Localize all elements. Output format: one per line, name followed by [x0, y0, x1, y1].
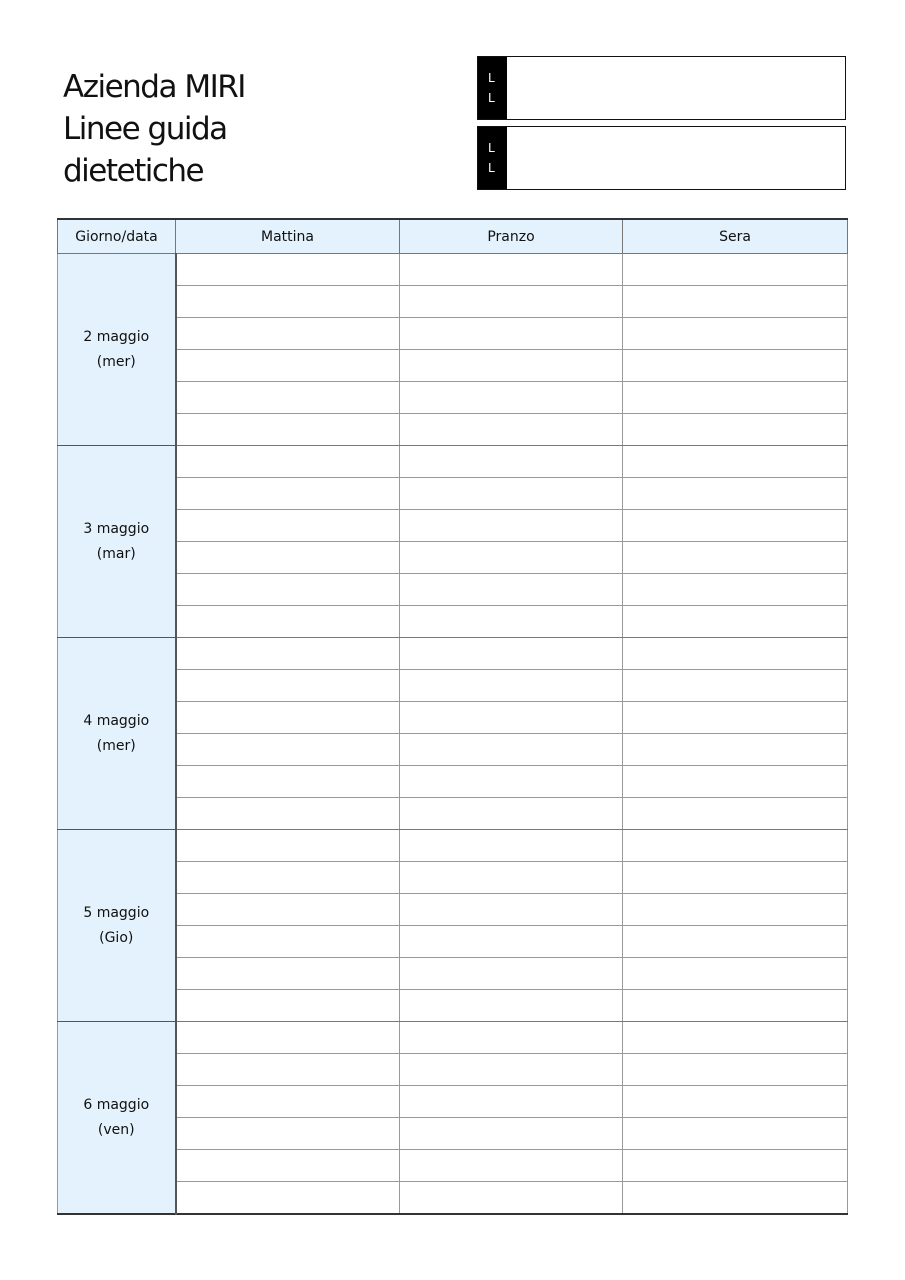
day-cell: [58, 1022, 176, 1215]
meal-cell-lunch[interactable]: [400, 414, 623, 446]
table-row: [58, 286, 848, 318]
table-row: [58, 478, 848, 510]
table-row: [58, 350, 848, 382]
meal-cell-morning[interactable]: [176, 702, 400, 734]
day-date: 3 maggio: [83, 520, 150, 537]
meal-cell-lunch[interactable]: [400, 1150, 623, 1182]
meal-cell-morning[interactable]: [176, 990, 400, 1022]
meal-cell-evening[interactable]: [623, 1054, 848, 1086]
meal-cell-evening[interactable]: [623, 478, 848, 510]
meal-cell-morning[interactable]: [176, 926, 400, 958]
meal-cell-morning[interactable]: [176, 734, 400, 766]
meal-cell-morning[interactable]: [176, 1118, 400, 1150]
meal-cell-lunch[interactable]: [400, 894, 623, 926]
table-row: [58, 766, 848, 798]
table-row: [58, 318, 848, 350]
meal-cell-evening[interactable]: [623, 958, 848, 990]
meal-cell-morning[interactable]: [176, 286, 400, 318]
meal-cell-evening[interactable]: [623, 990, 848, 1022]
meal-cell-evening[interactable]: [623, 862, 848, 894]
meal-cell-lunch[interactable]: [400, 1054, 623, 1086]
tab-letter: L: [488, 91, 495, 105]
field-tab: [478, 127, 507, 189]
meal-cell-lunch[interactable]: [400, 606, 623, 638]
meal-cell-evening[interactable]: [623, 606, 848, 638]
meal-cell-evening[interactable]: [623, 1022, 848, 1054]
table-row: [58, 894, 848, 926]
title-line: Linee guida: [63, 111, 227, 147]
field-input-area[interactable]: [507, 127, 845, 189]
meal-cell-evening[interactable]: [623, 638, 848, 670]
table-row: [58, 1118, 848, 1150]
meal-cell-morning[interactable]: [176, 414, 400, 446]
meal-cell-morning[interactable]: [176, 510, 400, 542]
meal-cell-evening[interactable]: [623, 382, 848, 414]
meal-cell-lunch[interactable]: [400, 1086, 623, 1118]
table-row: [58, 1022, 848, 1054]
meal-cell-evening[interactable]: [623, 1150, 848, 1182]
meal-cell-morning[interactable]: [176, 254, 400, 286]
header-field-box-1[interactable]: [477, 56, 846, 120]
meal-cell-evening[interactable]: [623, 926, 848, 958]
meal-cell-morning[interactable]: [176, 350, 400, 382]
day-cell: [58, 830, 176, 1022]
meal-cell-morning[interactable]: [176, 830, 400, 862]
meal-cell-morning[interactable]: [176, 542, 400, 574]
meal-cell-morning[interactable]: [176, 1150, 400, 1182]
meal-cell-lunch[interactable]: [400, 574, 623, 606]
meal-cell-evening[interactable]: [623, 766, 848, 798]
meal-cell-morning[interactable]: [176, 318, 400, 350]
meal-cell-evening[interactable]: [623, 830, 848, 862]
meal-cell-morning[interactable]: [176, 862, 400, 894]
meal-cell-lunch[interactable]: [400, 1182, 623, 1215]
meal-cell-lunch[interactable]: [400, 1022, 623, 1054]
meal-cell-morning[interactable]: [176, 798, 400, 830]
meal-cell-lunch[interactable]: [400, 350, 623, 382]
meal-cell-morning[interactable]: [176, 638, 400, 670]
meal-cell-evening[interactable]: [623, 1086, 848, 1118]
meal-cell-evening[interactable]: [623, 734, 848, 766]
meal-cell-evening[interactable]: [623, 702, 848, 734]
table-row: [58, 638, 848, 670]
meal-cell-evening[interactable]: [623, 798, 848, 830]
table-row: [58, 1150, 848, 1182]
meal-cell-evening[interactable]: [623, 318, 848, 350]
column-header-lunch: Pranzo: [400, 219, 623, 254]
meal-cell-lunch[interactable]: [400, 958, 623, 990]
meal-cell-lunch[interactable]: [400, 542, 623, 574]
meal-cell-morning[interactable]: [176, 606, 400, 638]
meal-cell-evening[interactable]: [623, 414, 848, 446]
meal-cell-morning[interactable]: [176, 1086, 400, 1118]
meal-cell-lunch[interactable]: [400, 1118, 623, 1150]
meal-cell-lunch[interactable]: [400, 318, 623, 350]
table-row: [58, 414, 848, 446]
tab-letter: L: [488, 71, 495, 85]
meal-cell-evening[interactable]: [623, 542, 848, 574]
meal-cell-evening[interactable]: [623, 446, 848, 478]
table-body: [58, 254, 848, 1215]
header-field-box-2[interactable]: [477, 126, 846, 190]
meal-cell-morning[interactable]: [176, 1054, 400, 1086]
table-row: [58, 734, 848, 766]
table-row: [58, 1182, 848, 1215]
meal-cell-evening[interactable]: [623, 286, 848, 318]
meal-cell-evening[interactable]: [623, 1182, 848, 1215]
table-row: [58, 1086, 848, 1118]
table-row: [58, 830, 848, 862]
meal-cell-lunch[interactable]: [400, 254, 623, 286]
table-row: [58, 702, 848, 734]
meal-cell-lunch[interactable]: [400, 990, 623, 1022]
meal-cell-evening[interactable]: [623, 894, 848, 926]
table-row: [58, 926, 848, 958]
day-weekday: (mar): [96, 545, 136, 562]
day-date: 4 maggio: [83, 712, 150, 729]
table-row: [58, 990, 848, 1022]
meal-cell-lunch[interactable]: [400, 862, 623, 894]
meal-cell-evening[interactable]: [623, 574, 848, 606]
table-row: [58, 1054, 848, 1086]
title-line: Azienda MIRI: [63, 69, 245, 105]
meal-cell-lunch[interactable]: [400, 670, 623, 702]
tab-letter: L: [488, 161, 495, 175]
meal-cell-lunch[interactable]: [400, 510, 623, 542]
table-row: [58, 798, 848, 830]
day-cell: [58, 254, 176, 446]
meal-cell-evening[interactable]: [623, 1118, 848, 1150]
meal-cell-lunch[interactable]: [400, 286, 623, 318]
meal-cell-evening[interactable]: [623, 670, 848, 702]
meal-cell-lunch[interactable]: [400, 478, 623, 510]
meal-cell-morning[interactable]: [176, 382, 400, 414]
field-input-area[interactable]: [507, 57, 845, 119]
table-row: [58, 446, 848, 478]
meal-cell-evening[interactable]: [623, 254, 848, 286]
table-row: [58, 862, 848, 894]
field-tab: [478, 57, 507, 119]
meal-cell-lunch[interactable]: [400, 638, 623, 670]
page-title: [63, 66, 443, 192]
meal-cell-lunch[interactable]: [400, 702, 623, 734]
column-header-morning: Mattina: [176, 219, 400, 254]
meal-plan-table: [57, 218, 848, 1215]
meal-cell-morning[interactable]: [176, 766, 400, 798]
day-weekday: (ven): [97, 1121, 135, 1138]
day-date: 6 maggio: [83, 1096, 150, 1113]
table-row: [58, 670, 848, 702]
table-row: [58, 542, 848, 574]
meal-cell-lunch[interactable]: [400, 382, 623, 414]
day-weekday: (mer): [96, 353, 136, 370]
table-row: [58, 958, 848, 990]
meal-cell-lunch[interactable]: [400, 830, 623, 862]
meal-cell-evening[interactable]: [623, 510, 848, 542]
meal-cell-evening[interactable]: [623, 350, 848, 382]
meal-cell-morning[interactable]: [176, 1022, 400, 1054]
day-weekday: (Gio): [99, 929, 134, 946]
meal-cell-lunch[interactable]: [400, 926, 623, 958]
day-date: 2 maggio: [83, 328, 150, 345]
meal-cell-lunch[interactable]: [400, 446, 623, 478]
meal-cell-lunch[interactable]: [400, 734, 623, 766]
meal-cell-lunch[interactable]: [400, 798, 623, 830]
column-header-evening: Sera: [623, 219, 848, 254]
day-cell: [58, 446, 176, 638]
meal-cell-morning[interactable]: [176, 670, 400, 702]
day-date: 5 maggio: [83, 904, 150, 921]
day-weekday: (mer): [96, 737, 136, 754]
table-header-row: [58, 219, 848, 254]
meal-cell-lunch[interactable]: [400, 766, 623, 798]
table-row: [58, 606, 848, 638]
table-row: [58, 574, 848, 606]
table-row: [58, 510, 848, 542]
meal-cell-morning[interactable]: [176, 894, 400, 926]
day-cell: [58, 638, 176, 830]
column-header-day: Giorno/data: [58, 219, 176, 254]
tab-letter: L: [488, 141, 495, 155]
meal-cell-morning[interactable]: [176, 574, 400, 606]
meal-cell-morning[interactable]: [176, 1182, 400, 1215]
meal-cell-morning[interactable]: [176, 478, 400, 510]
meal-cell-morning[interactable]: [176, 446, 400, 478]
title-line: dietetiche: [63, 153, 204, 189]
table-row: [58, 254, 848, 286]
meal-cell-morning[interactable]: [176, 958, 400, 990]
table-row: [58, 382, 848, 414]
